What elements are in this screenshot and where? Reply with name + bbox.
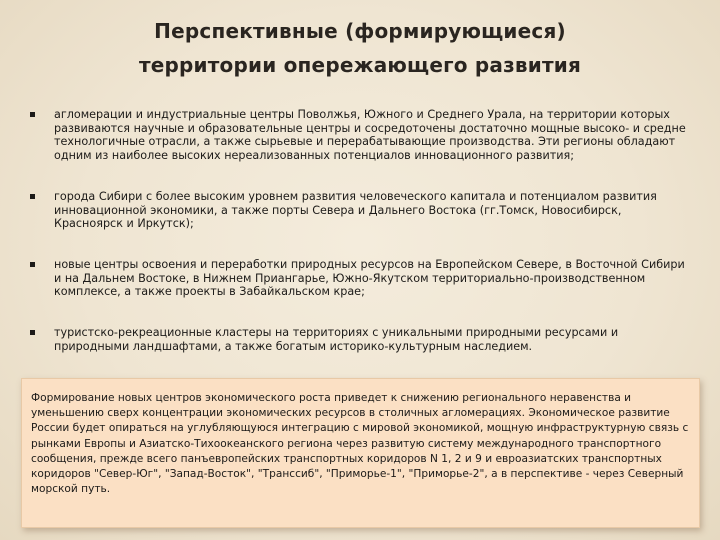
square-bullet-icon bbox=[30, 194, 35, 199]
bullet-text: новые центры освоения и переработки природных ресурсов на Европейском Севере, в Восточной Сибири и на Дальнем Востоке, в Нижнем Приангарье, Южно-Якутском территориально-производственном комплексе, а также проекты в Забайкальском крае; bbox=[54, 257, 685, 299]
square-bullet-icon bbox=[30, 112, 35, 117]
bullet-text: города Сибири с более высоким уровнем развития человеческого капитала и потенциалом развития инновационной экономики, а также порты Севера и Дальнего Востока (гг.Томск, Новосибирск, Красноярск и Иркутск); bbox=[54, 189, 657, 231]
bullet-item bbox=[30, 108, 690, 163]
bullet-text: агломерации и индустриальные центры Поволжья, Южного и Среднего Урала, на территории которых развиваются научные и образовательные центры и сосредоточены достаточно мощные высоко- и средне технологичные отрасли, а также сырьевые и перерабатывающие производства. Эти регионы обладают одним из наиболее высоких нереализованных потенциалов инновационного развития; bbox=[54, 108, 686, 163]
summary-text: Формирование новых центров экономического роста приведет к снижению регионального неравенства и уменьшению сверх концентрации экономических ресурсов в столичных агломерациях. Экономическое развитие России будет опираться на углубляющуюся интеграцию с мировой экономикой, мощную инфраструктурную связь с рынками Европы и Азиатско-Тихоокеанского региона через развитую систему международного транспортного сообщения, прежде всего панъевропейских транспортных коридоров N 1, 2 и 9 и евроазиатских транспортных коридоров "Север-Юг", "Запад-Восток", "Транссиб", "Приморье-1", "Приморье-2", а в перспективе - через Северный морской путь. bbox=[31, 392, 689, 496]
bullet-item bbox=[30, 326, 690, 353]
square-bullet-icon bbox=[30, 330, 35, 335]
slide-title bbox=[60, 14, 660, 82]
summary-box bbox=[21, 378, 700, 528]
square-bullet-icon bbox=[30, 262, 35, 267]
bullet-item bbox=[30, 258, 690, 299]
title-line-2: территории опережающего развития bbox=[138, 53, 582, 77]
title-line-1: Перспективные (формирующиеся) bbox=[154, 19, 566, 43]
bullet-list bbox=[30, 108, 690, 353]
bullet-item bbox=[30, 190, 690, 231]
bullet-text: туристско-рекреационные кластеры на территориях с уникальными природными ресурсами и природными ландшафтами, а также богатым историко-культурным наследием. bbox=[54, 326, 619, 353]
